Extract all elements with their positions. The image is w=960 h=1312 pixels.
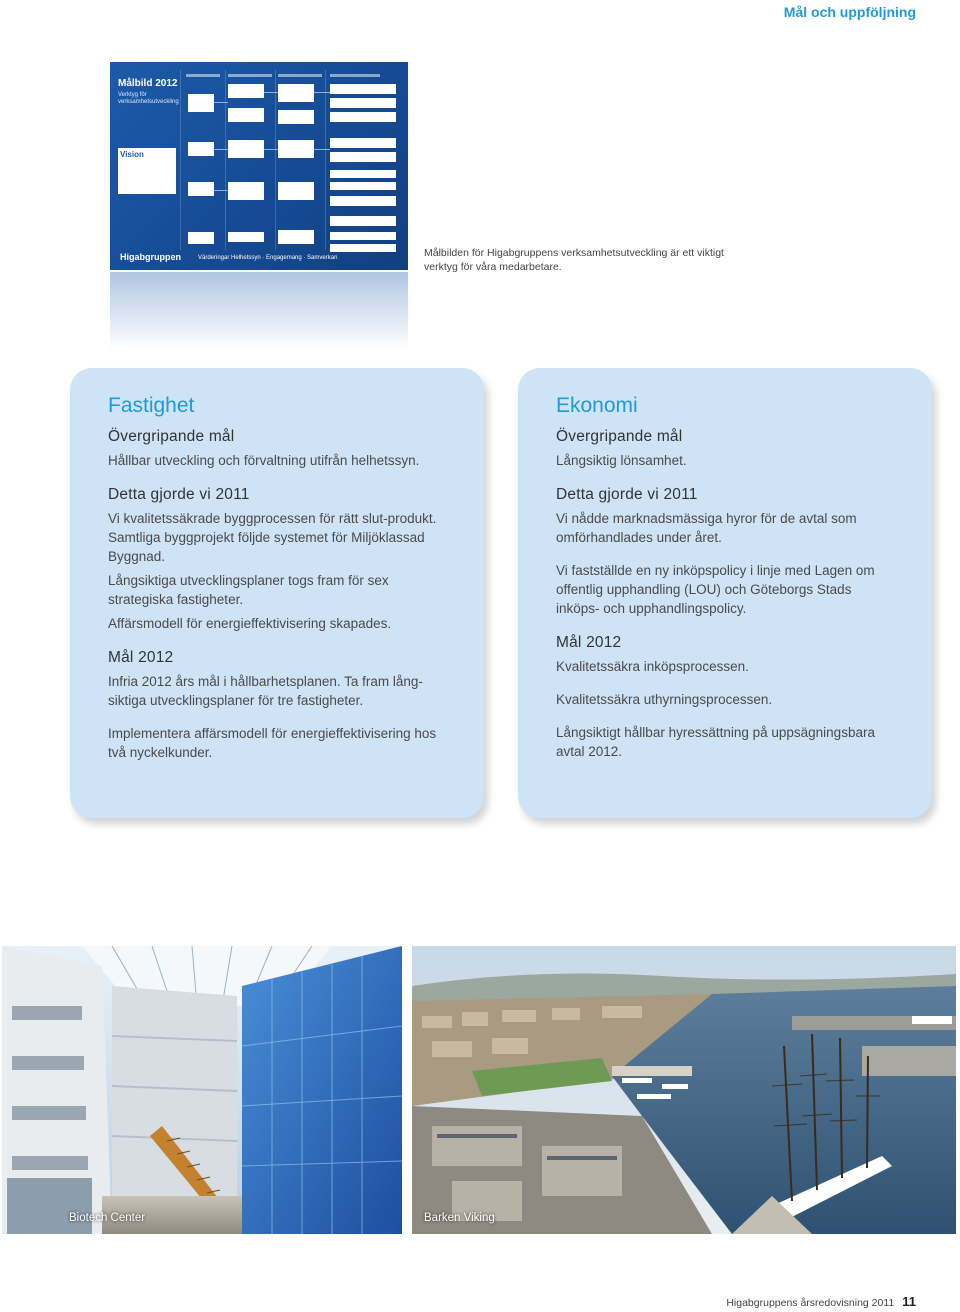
figure-box [188, 142, 214, 156]
figure-box [188, 182, 214, 196]
goal-heading: Mål 2012 [556, 634, 622, 651]
section-title: Mål och uppföljning [783, 4, 916, 20]
ekonomi-panel [518, 368, 932, 818]
figure-box [330, 182, 396, 190]
done-paragraph: Vi fastställde en ny inköpspolicy i linje med Lagen om offentlig upphandling (LOU) och Göteborgs Stads inköps- och upphandlingspolicy. [556, 563, 875, 616]
goal-paragraph: Implementera affärsmodell för energieffektivisering hos två nyckelkunder. [108, 726, 437, 760]
figure-reflection [110, 272, 408, 350]
figure-box [228, 84, 264, 98]
figure-gridline [275, 70, 276, 250]
page-number: 11 [902, 1294, 916, 1309]
figure-column-header [330, 74, 380, 77]
overall-goal-heading: Övergripande mål [108, 428, 235, 445]
figure-box [330, 244, 396, 252]
overall-goal-heading: Övergripande mål [556, 428, 683, 445]
figure-box [278, 84, 314, 102]
biotech-center-photo [2, 946, 402, 1234]
goal-paragraph: Kvalitetssäkra uthyrningsprocessen. [556, 692, 773, 707]
figure-connector [314, 92, 330, 93]
figure-box [228, 182, 264, 200]
done-heading: Detta gjorde vi 2011 [108, 486, 250, 503]
figure-connector [214, 190, 228, 191]
panel-title: Ekonomi [556, 394, 638, 417]
figure-box [278, 110, 314, 124]
done-paragraph: Affärsmodell för energieffektivisering skapades. [108, 616, 392, 631]
overall-goal-text: Långsiktig lönsamhet. [556, 453, 687, 468]
done-paragraph: Långsiktiga utvecklingsplaner togs fram för sex strategiska fastigheter. [108, 573, 389, 607]
figure-vision-box [118, 148, 176, 194]
figure-box [330, 152, 396, 162]
barken-viking-photo [412, 946, 956, 1234]
goal-paragraph: Infria 2012 års mål i hållbarhetsplanen. Ta fram lång-siktiga utvecklingsplaner för tre fastigheter. [108, 674, 423, 708]
malbild-figure [110, 62, 408, 270]
figure-box [228, 232, 264, 242]
figure-values-line: Värderingar Helhetssyn · Engagemang · Samverkan [198, 255, 338, 261]
panel-title: Fastighet [108, 394, 195, 417]
goal-heading: Mål 2012 [108, 649, 174, 666]
figure-box [330, 170, 396, 178]
figure-gridline [225, 70, 226, 250]
done-heading: Detta gjorde vi 2011 [556, 486, 698, 503]
done-paragraph: Vi kvalitetssäkrade byggprocessen för rätt slut-produkt. Samtliga byggprojekt följde systemet för Miljöklassad Byggnad. [108, 511, 437, 564]
figure-box [278, 182, 314, 200]
figure-box [330, 196, 396, 206]
harbour-illustration [412, 946, 956, 1234]
figure-connector [214, 102, 228, 103]
figure-box [330, 232, 396, 240]
figure-caption: Målbilden för Higabgruppens verksamhetsutveckling är ett viktigt verktyg för våra medarbetare. [424, 247, 724, 273]
done-paragraph: Vi nådde marknadsmässiga hyror för de avtal som omförhandlades under året. [556, 511, 857, 545]
figure-gridline [180, 70, 181, 250]
figure-connector [314, 149, 330, 150]
figure-subtitle: Verktyg för verksamhetsutveckling [118, 92, 179, 105]
figure-column-header [278, 74, 322, 77]
footer-text: Higabgruppens årsredovisning 2011 [726, 1297, 895, 1309]
figure-box [330, 112, 396, 122]
figure-box [188, 232, 214, 244]
goal-paragraph: Långsiktigt hållbar hyressättning på uppsägningsbara avtal 2012. [556, 725, 875, 759]
figure-box [330, 98, 396, 108]
figure-box [330, 216, 396, 226]
figure-connector [214, 149, 228, 150]
figure-connector [264, 92, 278, 93]
figure-column-header [228, 74, 272, 77]
figure-box [228, 108, 264, 122]
figure-brand: Higabgruppen [120, 252, 181, 262]
figure-box [330, 84, 396, 94]
figure-box [228, 140, 264, 158]
figure-box [278, 230, 314, 244]
fastighet-panel [70, 368, 484, 818]
photo-caption: Biotech Center [69, 1212, 146, 1224]
figure-vision-heading: Vision [120, 150, 144, 159]
figure-column-header [186, 74, 220, 77]
photo-caption: Barken Viking [424, 1212, 495, 1224]
page-footer [726, 1294, 916, 1309]
overall-goal-text: Hållbar utveckling och förvaltning utifrån helhetssyn. [108, 453, 420, 468]
atrium-illustration [2, 946, 402, 1234]
goal-paragraph: Kvalitetssäkra inköpsprocessen. [556, 659, 749, 674]
figure-box [278, 140, 314, 158]
figure-title: Målbild 2012 [118, 78, 178, 89]
figure-gridline [325, 70, 326, 250]
figure-box [188, 94, 214, 112]
figure-box [330, 138, 396, 148]
figure-connector [264, 149, 278, 150]
